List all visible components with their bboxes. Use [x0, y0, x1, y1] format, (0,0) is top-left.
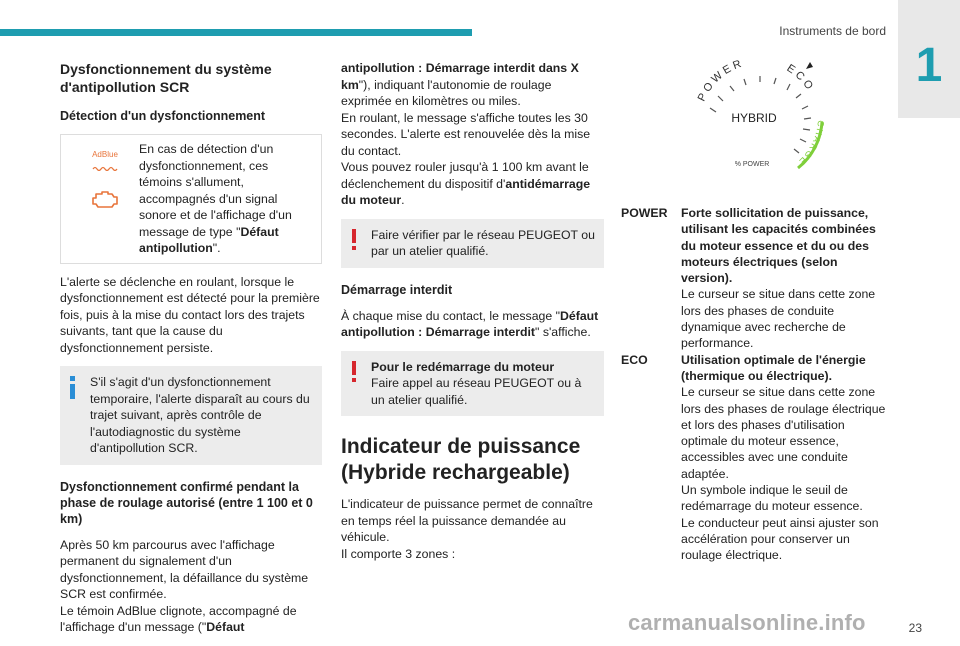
subheading-start-forbidden: Démarrage interdit	[341, 282, 453, 297]
adblue-blink-text: Le témoin AdBlue clignote, accompagné de l'affichage d'un message ("	[60, 603, 297, 634]
zone-description	[681, 205, 891, 352]
svg-text:CHARGE	[796, 120, 826, 168]
page-number: 23	[908, 621, 922, 635]
start-forbidden-paragraph	[341, 308, 604, 341]
antistart-bold: antidémarrage du moteur	[341, 176, 591, 207]
power-indicator-paragraph: L'indicateur de puissance permet de connaître en temps réel la puissance demandée au véhicule.	[341, 497, 593, 544]
zone-text-3: Le conducteur peut ainsi ajuster son accélération pour conserver un roulage électrique.	[681, 515, 879, 563]
warning-note-text-1: Faire vérifier par le réseau PEUGEOT ou par un atelier qualifié.	[371, 227, 595, 258]
adblue-icon-label: AdBlue	[92, 150, 118, 159]
antistart-end: .	[401, 193, 405, 207]
zones-intro: Il comporte 3 zones :	[341, 546, 456, 561]
power-gauge-illustration	[690, 56, 830, 176]
warning-lamps-box	[60, 134, 322, 264]
section-title: Instruments de bord	[779, 24, 886, 38]
gauge-eco-label: ECO	[784, 62, 817, 95]
gauge-percent-power-label: % POWER	[734, 161, 770, 168]
start-forbidden-text: À chaque mise du contact, le message "	[341, 308, 560, 323]
zone-item-eco	[621, 352, 891, 564]
engine-restart-marker	[806, 62, 813, 69]
info-icon	[70, 376, 75, 400]
warning-icons	[71, 141, 139, 257]
warning-note-text-2: Faire appel au réseau PEUGEOT ou à un atelier qualifié.	[371, 376, 582, 407]
chapter-tab	[898, 0, 960, 118]
countdown-paragraph	[341, 60, 604, 110]
zone-term: ECO	[621, 352, 648, 367]
adblue-wave-icon	[92, 165, 118, 171]
warning-text-part: En cas de détection d'un dysfonctionnement, ces témoins s'allument, accompagnés d'un signal sonore et de l'affichage d'un message de type "	[139, 142, 292, 239]
power-indicator-title: Indicateur de puissance (Hybride rechargeable)	[341, 435, 581, 484]
antistart-paragraph	[341, 159, 604, 209]
zone-text: Le curseur se situe dans cette zone lors des phases de conduite dynamique avec recherche de performance.	[681, 287, 876, 351]
zone-text-2: Un symbole indique le seuil de redémarrage du moteur essence.	[681, 483, 863, 514]
column-1	[60, 60, 322, 646]
zone-term: POWER	[621, 206, 668, 220]
antistart-text: Vous pouvez rouler jusqu'à 1 100 km avant le déclenchement du dispositif d'	[341, 160, 589, 191]
section-heading-scr: Dysfonctionnement du système d'antipollution SCR	[60, 61, 272, 95]
info-note-box	[60, 366, 322, 465]
adblue-blink-paragraph	[60, 603, 322, 636]
warning-text-end: ".	[212, 241, 221, 255]
gauge-hybrid-label: HYBRID	[731, 111, 777, 125]
warning-note-box-1	[341, 219, 604, 268]
zone-description	[681, 352, 891, 564]
gauge-charge-label: CHARGE	[796, 119, 827, 168]
zones-list	[621, 205, 891, 564]
warning-text-bold: Défaut antipollution	[139, 224, 279, 255]
watermark: carmanualsonline.info	[628, 610, 866, 635]
svg-text:POWER	[696, 57, 746, 103]
zone-item-power	[621, 205, 891, 352]
confirmed-paragraph: Après 50 km parcourus avec l'affichage permanent du signalement d'un dysfonctionnement, la défaillance du système SCR est confirmée.	[60, 537, 309, 601]
warning-note-title-2: Pour le redémarrage du moteur	[371, 359, 555, 374]
column-2	[341, 60, 604, 572]
header-accent-bar	[0, 29, 472, 36]
repeat-paragraph: En roulant, le message s'affiche toutes les 30 secondes. L'alerte est renouvelée dès la mise du contact.	[341, 110, 591, 158]
warning-lamps-text	[139, 141, 313, 257]
warning-note-box-2	[341, 351, 604, 417]
subheading-confirmed: Dysfonctionnement confirmé pendant la phase de roulage autorisé (entre 1 100 et 0 km)	[60, 479, 313, 526]
zone-title: Utilisation optimale de l'énergie (thermique ou électrique).	[681, 352, 866, 383]
start-forbidden-end: " s'affiche.	[535, 325, 591, 339]
adblue-blink-bold: Défaut	[206, 620, 245, 634]
countdown-text: "), indiquant l'autonomie de roulage exprimée en kilomètres ou miles.	[341, 77, 552, 108]
info-note-text: S'il s'agit d'un dysfonctionnement temporaire, l'alerte disparaît au cours du trajet suivant, après contrôle de l'autodiagnostic du système d'antipollution SCR.	[90, 375, 310, 455]
exclamation-icon	[351, 361, 357, 382]
engine-warning-icon	[90, 189, 120, 209]
exclamation-icon	[351, 229, 357, 250]
zone-text: Le curseur se situe dans cette zone lors des phases de roulage électrique et lors des phases d'utilisation optimale du moteur essence, accessibles avec une conduite adaptée.	[681, 385, 886, 481]
subheading-detection: Détection d'un dysfonctionnement	[60, 109, 266, 123]
gauge-power-label: POWER	[695, 57, 746, 104]
chapter-number: 1	[915, 39, 943, 92]
countdown-bold: antipollution : Démarrage interdit dans X km	[341, 61, 579, 92]
zone-title: Forte sollicitation de puissance, utilisant les capacités combinées du moteur essence et du ou des moteurs électriques (selon version).	[681, 206, 876, 286]
start-forbidden-bold: Défaut antipollution : Démarrage interdit	[341, 308, 599, 339]
alert-paragraph: L'alerte se déclenche en roulant, lorsque le dysfonctionnement est détecté pour la première fois, puis à la mise du contact lors des trajets suivants, tant que la cause du dysfonctionnement persiste.	[60, 274, 320, 355]
